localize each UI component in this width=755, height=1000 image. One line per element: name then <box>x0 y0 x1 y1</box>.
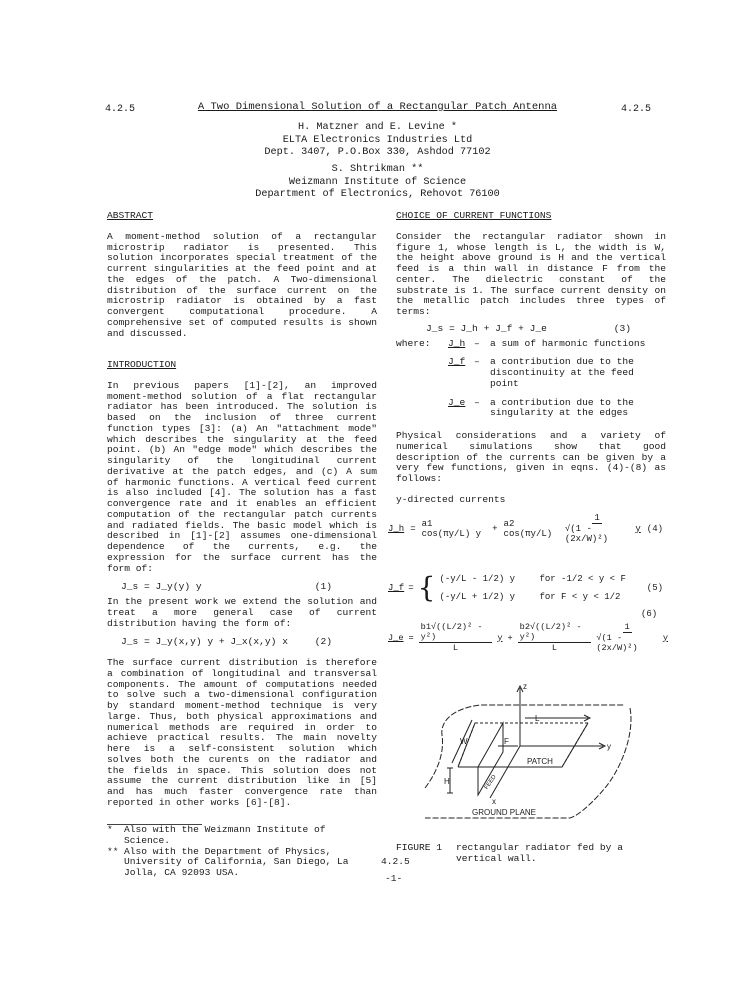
equation-3 <box>396 324 666 335</box>
brace-icon: { <box>417 571 436 604</box>
where-dash: – <box>474 396 480 408</box>
section-number-right: 4.2.5 <box>621 104 652 115</box>
current-functions-para-2: Physical considerations and a variety of numerical simulations show that good description of the currents can be given by a very few functions, given in eqns. (4)-(8) as follows: <box>396 430 666 484</box>
fraction-denominator: √(1 - (2x/W)²) <box>596 633 638 653</box>
equation-6-term-2 <box>518 622 592 653</box>
fraction-numerator: 1 <box>594 513 600 523</box>
abstract-heading: ABSTRACT <box>107 210 154 221</box>
plus-sign: + <box>492 523 498 534</box>
footnote-2-mark: ** <box>107 845 119 857</box>
author-block-1 <box>0 122 755 160</box>
equation-2-body: J_s = J_y(x,y) y + J_x(x,y) x <box>121 636 288 648</box>
paper-title: A Two Dimensional Solution of a Rectangular Patch Antenna <box>197 101 558 113</box>
fraction-denominator: L <box>452 643 459 653</box>
current-functions-para-1: Consider the rectangular radiator shown in figure 1, whose length is L, the width is W, the height above ground is H and the vertical feed is a thin wall in distance F from the center. The dielectric constant of the substrate is 1. The surface current density on the metallic patch includes three types of terms: <box>396 230 666 317</box>
where-item-3-symbol: J_e <box>448 396 466 408</box>
equation-5-cond-2: for F < y < 1/2 <box>539 592 621 602</box>
equation-1-number: (1) <box>314 581 332 593</box>
current-functions-section <box>396 211 666 506</box>
equation-5-case-1: (-y/L - 1/2) y <box>439 574 516 584</box>
equation-3-body: J_s = J_h + J_f + J_e <box>426 322 547 334</box>
author-names-2: S. Shtrikman ** <box>331 164 424 175</box>
dimension-label-f: F <box>504 737 509 746</box>
equals-sign: = <box>408 583 414 593</box>
footnote-1 <box>107 825 377 847</box>
figure-caption-text: rectangular radiator fed by a vertical wall. <box>456 842 623 864</box>
equation-5-case-2: (-y/L + 1/2) y <box>439 592 516 602</box>
where-item-1 <box>396 339 666 350</box>
equation-1 <box>107 582 377 593</box>
equals-sign: = <box>408 632 414 643</box>
footnote-1-text: Also with the Weizmann Institute of Science. <box>124 824 326 846</box>
where-spacer <box>396 357 448 389</box>
where-list <box>396 339 666 420</box>
footnote-2-text: Also with the Department of Physics, University of California, San Diego, La Jolla, CA 92093 USA. <box>124 845 349 878</box>
where-spacer <box>396 398 448 420</box>
axis-label-y: y <box>607 742 611 751</box>
equation-3-number: (3) <box>613 322 631 334</box>
axis-label-x: x <box>492 797 496 806</box>
dimension-label-l: L <box>535 714 540 723</box>
author-address-2: Department of Electronics, Rehovot 76100 <box>255 189 500 200</box>
fraction-denominator: L <box>551 643 558 653</box>
patch-antenna-diagram-icon <box>420 680 645 835</box>
figure-caption-label: FIGURE 1 <box>396 842 443 853</box>
equation-5-number: (5) <box>646 583 663 593</box>
equals-sign: = <box>410 523 416 534</box>
equation-2 <box>107 637 377 648</box>
fraction-numerator: b2√((L/2)² - y²) <box>518 622 592 643</box>
author-affiliation-2: Weizmann Institute of Science <box>288 176 467 188</box>
where-label: where: <box>396 337 431 349</box>
equation-4-number: (4) <box>646 523 663 534</box>
introduction-para-2: In the present work we extend the solution and treat a more general case of current distribution having the form of: <box>107 596 377 629</box>
introduction-section <box>107 360 377 809</box>
unit-vector-y: y <box>497 632 503 643</box>
dimension-label-w: W <box>460 737 468 746</box>
author-names-1: H. Matzner and E. Levine * <box>298 122 457 133</box>
equation-6-term-3 <box>596 622 657 653</box>
patch-label: PATCH <box>527 757 553 766</box>
y-directed-subheading: y-directed currents <box>396 493 506 505</box>
where-item-3 <box>396 398 666 420</box>
equation-6-number: (6) <box>641 609 658 619</box>
dimension-label-h: H <box>444 777 450 786</box>
equation-2-number: (2) <box>314 636 332 648</box>
footer-section-number: 4.2.5 <box>381 856 410 867</box>
page-number: -1- <box>385 873 403 884</box>
unit-vector-y: y <box>635 523 641 534</box>
abstract-text: A moment-method solution of a rectangular microstrip radiator is presented. This solution incorporates special treatment of the current singularities at the feed point and at the edges of the patch. A Two-dimensional distribution of the surface current on the microstrip radiator is obtained by a fast convergent computational procedure. A comprehensive set of computed results is shown and discussed. <box>107 230 377 339</box>
footnote-1-mark: * <box>107 824 113 835</box>
introduction-para-1: In previous papers [1]-[2], an improved moment-method solution of a flat rectangular radiator has been introduced. The solution is based on the inclusion of three current function types [3]: (a) An "attachment mode" which describes the singularity at the feed point. (b) An "edge mode" which describes the singularity of the longitudinal current derivative at the patch edges, and (c) A sum of harmonic functions. A vertical feed current is also included [4]. The solution has a fast convergence rate and it enables an efficient computation of the rectangular patch currents and radiated fields. The basic model which is described in [1]-[2] assumes one-dimensional dependence of the currents, e.g. the expression for the surface current has the form of: <box>107 379 377 574</box>
equation-5-cond-1: for -1/2 < y < F <box>539 574 626 584</box>
where-item-2-symbol: J_f <box>448 356 466 368</box>
where-item-3-desc: a contribution due to the singularity at the edges <box>490 396 634 419</box>
equation-4-lhs: J_h <box>388 523 405 534</box>
introduction-heading: INTRODUCTION <box>107 359 177 370</box>
fraction-numerator: 1 <box>624 622 630 632</box>
footnotes <box>107 824 377 879</box>
figure-1-caption <box>396 843 641 865</box>
equation-4-term-2: a2 cos(πy/L) <box>503 518 553 539</box>
author-block-2 <box>0 164 755 202</box>
where-item-2 <box>396 357 666 389</box>
current-functions-heading: CHOICE OF CURRENT FUNCTIONS <box>396 210 552 221</box>
equation-4-fraction <box>565 513 630 544</box>
equation-4 <box>388 513 663 544</box>
equation-6-lhs: J_e <box>388 632 404 643</box>
footnote-2 <box>107 847 377 879</box>
where-item-2-desc: a contribution due to the discontinuity at the feed point <box>490 356 634 389</box>
equation-1-body: J_s = J_y(y) y <box>121 581 202 593</box>
feed-label: FEED <box>483 774 498 791</box>
abstract-section <box>107 211 377 339</box>
equation-6 <box>388 622 668 653</box>
fraction-denominator: √(1 - (2x/W)²) <box>564 524 609 544</box>
ground-plane-label: GROUND PLANE <box>472 808 537 817</box>
equation-6-term-1 <box>419 622 493 653</box>
equation-5-lhs: J_f <box>388 583 405 593</box>
where-item-1-symbol: J_h <box>448 337 466 349</box>
author-address-1: Dept. 3407, P.O.Box 330, Ashdod 77102 <box>264 147 491 158</box>
where-dash: – <box>474 337 480 349</box>
equation-5 <box>388 571 663 604</box>
axis-label-z: z <box>523 682 527 691</box>
author-affiliation-1: ELTA Electronics Industries Ltd <box>282 134 473 146</box>
where-dash: – <box>474 356 480 368</box>
fraction-numerator: b1√((L/2)² - y²) <box>419 622 493 643</box>
equation-4-term-1: a1 cos(πy/L) y <box>421 518 482 539</box>
plus-sign: + <box>507 632 513 643</box>
unit-vector-y: y <box>662 632 668 643</box>
figure-1-diagram <box>420 680 645 835</box>
section-number-left: 4.2.5 <box>105 104 136 115</box>
introduction-para-3: The surface current distribution is therefore a combination of longitudinal and transversal components. The amount of computations needed to solve such a two-dimensional configuration by standard moment-method technique is very large. Thus, both physical approximations and numerical methods are required in order to achieve practical results. The main novelty here is a self-consistent solution which solves both the curents on the radiator and the fields in space. This solution does not assume the current distribution like in [5] and has much faster convergence rate than reported in other works [6]-[8]. <box>107 657 377 808</box>
where-item-1-desc: a sum of harmonic functions <box>490 337 646 349</box>
